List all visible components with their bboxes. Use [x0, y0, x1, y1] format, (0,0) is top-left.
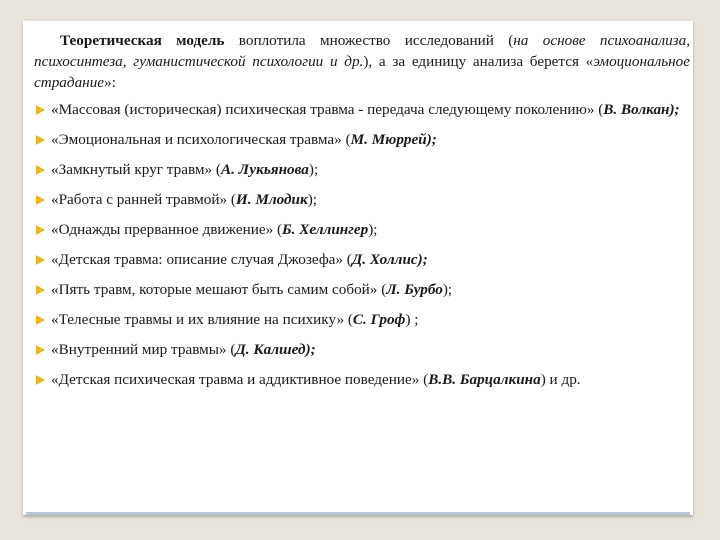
item-author: Д. Калшед);: [235, 341, 316, 358]
item-tail: );: [442, 281, 453, 298]
list-item: [34, 219, 690, 240]
list-item: [34, 249, 690, 270]
bullet-arrow-icon: [36, 165, 45, 175]
intro-unit: эмоциональное страдание: [34, 53, 690, 91]
intro-paragraph: [34, 30, 690, 93]
item-tail: );: [368, 221, 378, 238]
item-author: С. Гроф: [352, 311, 406, 328]
list-item: [34, 99, 690, 120]
slide-bottom-rule: [26, 512, 690, 515]
list-item: [34, 279, 690, 300]
bullet-arrow-icon: [36, 375, 45, 385]
item-author: Б. Хеллингер: [282, 221, 369, 238]
item-author: А. Лукьянова: [220, 161, 309, 178]
bullet-arrow-icon: [36, 285, 45, 295]
list-item: [34, 129, 690, 150]
works-list: [34, 99, 690, 390]
item-title: «Работа с ранней травмой» (: [51, 191, 236, 208]
intro-text-2: ), а за единицу анализа берется «: [363, 53, 594, 70]
item-author: В. Волкан);: [603, 101, 680, 118]
intro-term: Теоретическая модель: [60, 32, 225, 49]
bullet-arrow-icon: [36, 225, 45, 235]
item-tail: );: [307, 191, 317, 208]
list-item: [34, 189, 690, 210]
item-title: «Однажды прерванное движение» (: [51, 221, 283, 238]
item-author: М. Мюррей);: [350, 131, 437, 148]
bullet-arrow-icon: [36, 345, 45, 355]
item-title: «Детская психическая травма и аддиктивное поведение» (: [51, 371, 429, 388]
item-title: «Эмоциональная и психологическая травма» (: [51, 131, 351, 148]
item-author: И. Млодик: [235, 191, 308, 208]
intro-text-1: воплотила множество исследований (: [224, 32, 514, 49]
item-author: Д. Холлис);: [351, 251, 428, 268]
intro-text-3: »:: [104, 74, 116, 91]
item-title: «Телесные травмы и их влияние на психику» (: [51, 311, 353, 328]
bullet-arrow-icon: [36, 255, 45, 265]
intro-bases: на основе психоанализа, психосинтеза, гуманистической психологии и др.: [34, 32, 690, 70]
item-title: «Внутренний мир травмы» (: [51, 341, 236, 358]
item-author: В.В. Барцалкина: [428, 371, 541, 388]
list-item: [34, 339, 690, 360]
item-title: «Массовая (историческая) психическая травма - передача следующему поколению» (: [51, 101, 604, 118]
list-item: [34, 159, 690, 180]
bullet-arrow-icon: [36, 315, 45, 325]
bullet-arrow-icon: [36, 135, 45, 145]
bullet-arrow-icon: [36, 195, 45, 205]
item-tail: );: [308, 161, 319, 178]
item-title: «Детская травма: описание случая Джозефа» (: [51, 251, 352, 268]
slide-content: [34, 30, 690, 399]
item-tail: ) и др.: [540, 371, 581, 388]
bullet-arrow-icon: [36, 105, 45, 115]
item-title: «Пять травм, которые мешают быть самим собой» (: [51, 281, 387, 298]
list-item: [34, 309, 690, 330]
item-author: Л. Бурбо: [386, 281, 443, 298]
item-tail: ) ;: [405, 311, 419, 328]
list-item: [34, 369, 690, 390]
item-title: «Замкнутый круг травм» (: [51, 161, 221, 178]
